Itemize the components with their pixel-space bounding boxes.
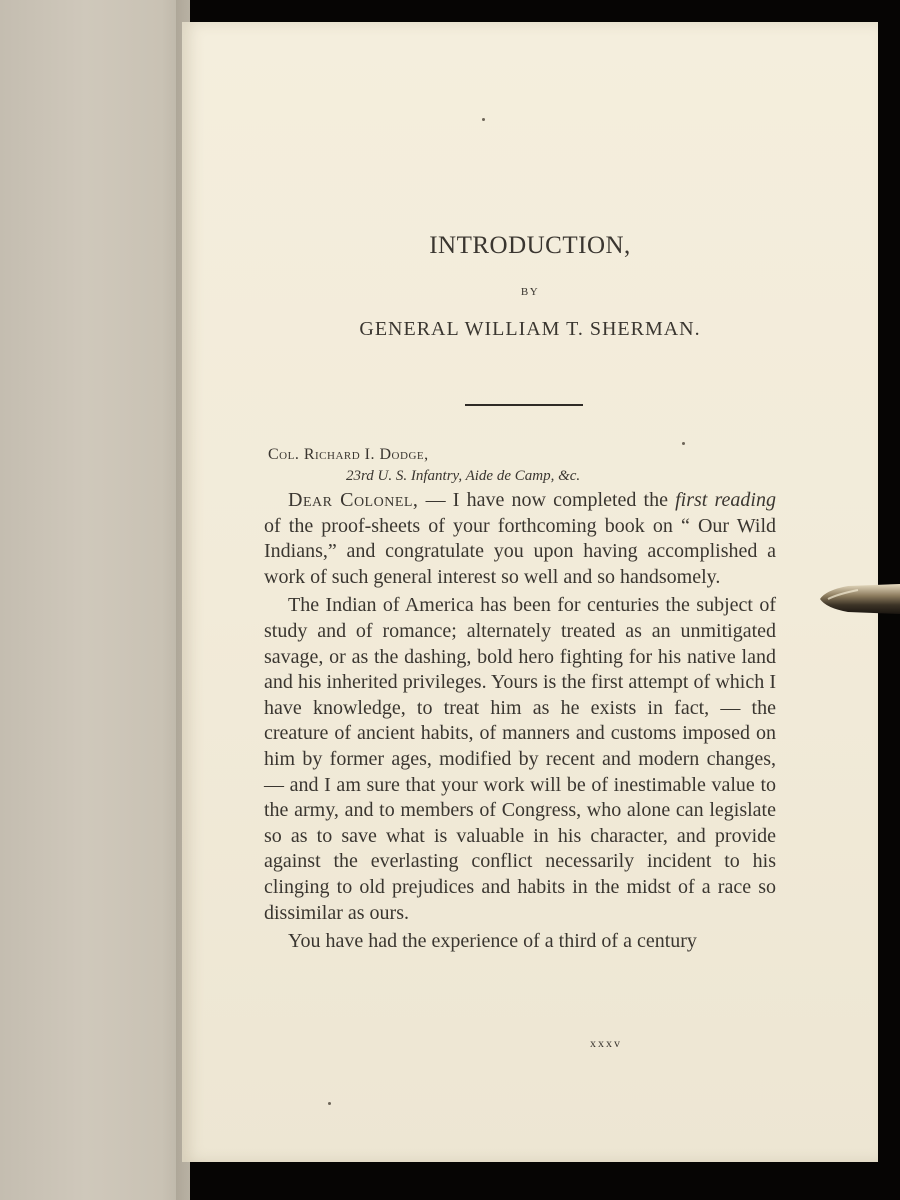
page-number: xxxv — [590, 1036, 622, 1050]
paragraph: You have had the experience of a third of a century — [288, 930, 697, 953]
addressee: Col. Richard I. Dodge, — [268, 446, 429, 463]
paragraph-text: of the proof-sheets of your forthcoming book on “ Our Wild Indians,” and congratulate you upon having accomplished a work of such general interest so well and so handsomely. — [264, 514, 776, 588]
author-name: GENERAL WILLIAM T. SHERMAN. — [359, 318, 701, 340]
left-page — [0, 0, 190, 1200]
letter-body — [264, 488, 776, 955]
pen-tip — [818, 578, 900, 620]
chapter-title: INTRODUCTION, — [429, 232, 631, 259]
paragraph-text: — I have now completed the — [418, 489, 676, 511]
paper-speck — [482, 118, 485, 121]
byline: BY — [520, 286, 540, 298]
salutation: Dear Colonel, — [288, 489, 419, 511]
title-rule — [465, 404, 583, 406]
emphasis-text: first reading — [675, 489, 776, 511]
paper-speck — [328, 1102, 331, 1105]
paragraph: The Indian of America has been for centuries the subject of study and of romance; alternately treated as an unmitigated savage, or as the dashing, bold hero fighting for his native land and his inherited privileges. Yours is the first attempt of which I have knowledge, to treat him as he exists in fact, — the creature of ancient habits, of manners and customs imposed on him by former ages, modified by recent and modern changes, — and I am sure that your work will be of inestimable value to the army, and to members of Congress, who alone can legislate so as to save what is valuable in his character, and provide against the everlasting conflict necessarily incident to his clinging to old prejudices and habits in the midst of a race so dissimilar as ours. — [264, 594, 776, 924]
book-page — [182, 22, 878, 1162]
paper-speck — [682, 442, 685, 445]
paragraph — [264, 488, 776, 590]
addressee-title: 23rd U. S. Infantry, Aide de Camp, &c. — [346, 468, 581, 484]
